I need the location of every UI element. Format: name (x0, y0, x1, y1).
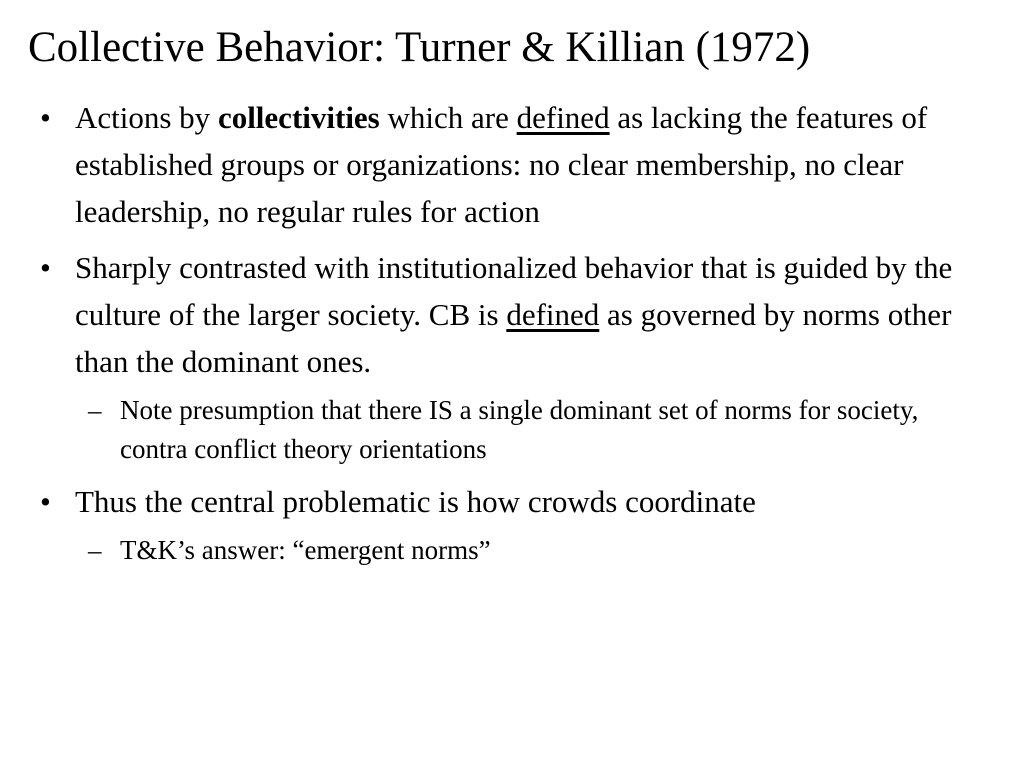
emphasis-collectivities: collectivities (217, 100, 380, 135)
bullet-text: as governed by norms other than the dominant ones. (75, 297, 952, 379)
sub-bullet-item (75, 531, 990, 570)
sub-bullet-item (75, 391, 990, 469)
bullet-item (40, 478, 990, 570)
slide-title: Collective Behavior: Turner & Killian (1972) (28, 24, 811, 71)
bullet-marker: • (40, 100, 51, 135)
underlined-defined: defined (516, 100, 610, 135)
sub-bullet-text: Note presumption that there IS a single dominant set of norms for society, contra conflict theory orientations (120, 395, 919, 464)
sub-bullet-marker: – (88, 535, 102, 565)
sub-bullet-list (75, 391, 990, 469)
bullet-marker: • (40, 250, 51, 285)
bullet-text: Thus the central problematic is how crowds coordinate (75, 484, 756, 519)
sub-bullet-text: T&K’s answer: “emergent norms” (120, 535, 491, 565)
bullet-text: which are (379, 100, 517, 135)
bullet-list (40, 94, 990, 570)
bullet-item (40, 244, 990, 469)
bullet-text: Actions by (75, 100, 218, 135)
sub-bullet-marker: – (88, 395, 102, 425)
sub-bullet-list (75, 531, 990, 570)
underlined-defined: defined (506, 297, 600, 332)
bullet-text: Sharply contrasted with institutionalized behavior that is guided by the culture of the larger society. CB is (75, 250, 953, 332)
bullet-item (40, 94, 990, 235)
bullet-marker: • (40, 484, 51, 519)
bullet-text: as lacking the features of established groups or organizations: no clear membership, no clear leadership, no regular rules for action (75, 100, 928, 229)
